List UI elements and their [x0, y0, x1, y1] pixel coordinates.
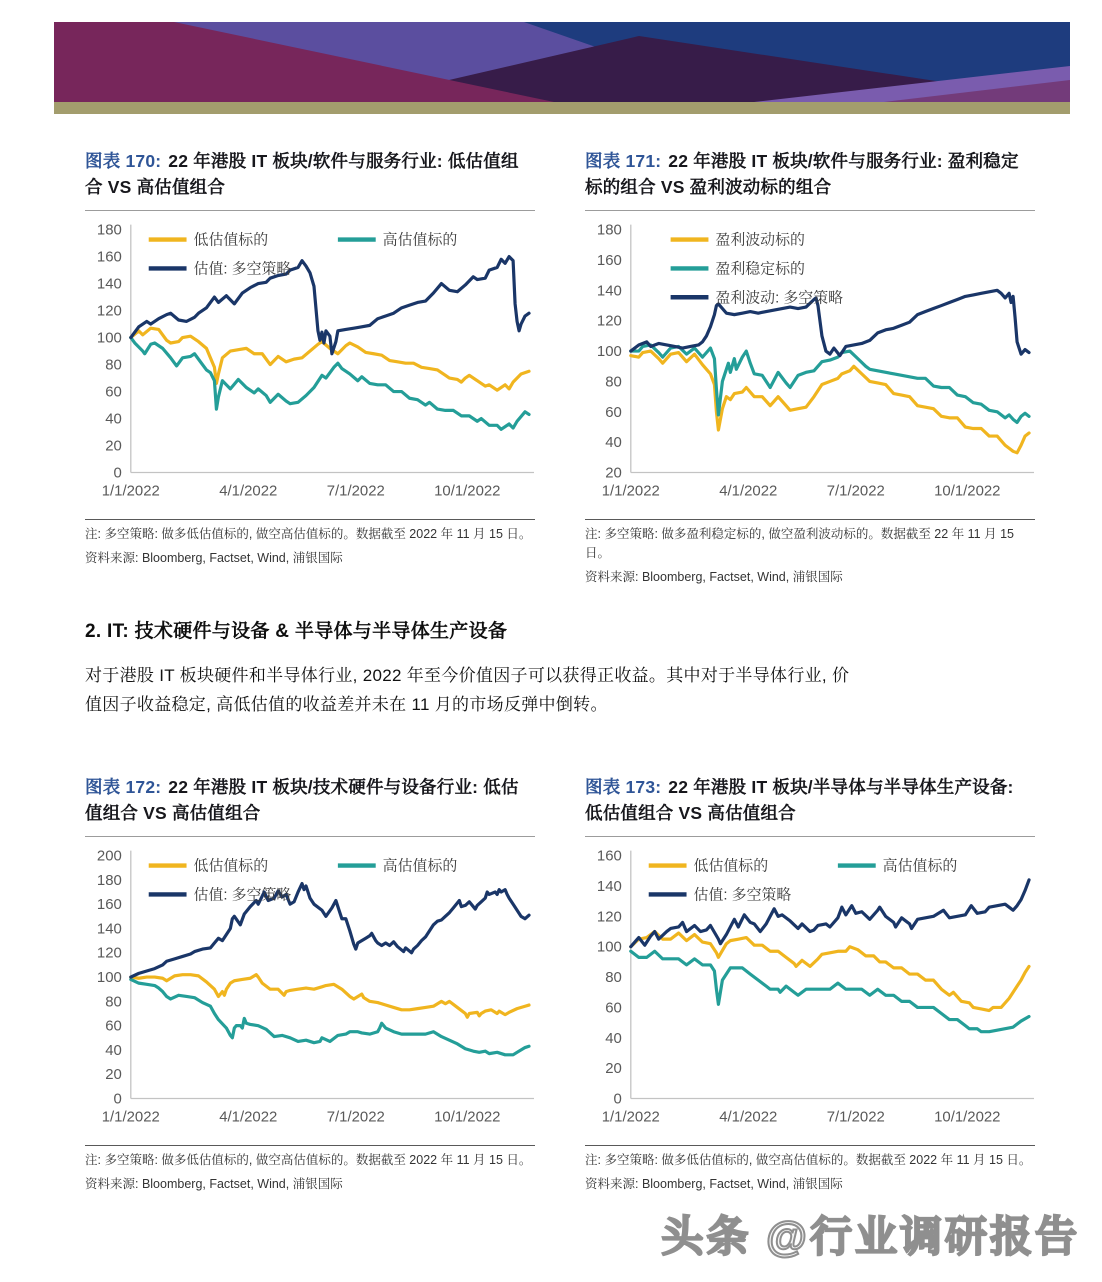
- svg-text:140: 140: [596, 281, 622, 299]
- page-body: [0, 148, 1102, 1194]
- svg-text:高估值标的: 高估值标的: [382, 231, 458, 249]
- figure-171: [585, 148, 1035, 588]
- svg-text:100: 100: [596, 342, 622, 360]
- svg-text:10/1/2022: 10/1/2022: [434, 481, 501, 499]
- svg-text:4/1/2022: 4/1/2022: [219, 1108, 278, 1126]
- svg-text:7/1/2022: 7/1/2022: [826, 481, 885, 499]
- figure-173-chart: [585, 843, 1035, 1139]
- figure-173-note: 注: 多空策略: 做多低估值标的, 做空高估值标的。数据截至 2022 年 11 月 15 日。: [585, 1152, 1032, 1167]
- svg-text:估值: 多空策略: 估值: 多空策略: [193, 259, 292, 277]
- svg-text:40: 40: [105, 410, 122, 428]
- svg-text:20: 20: [605, 1059, 622, 1077]
- header-banner: [0, 0, 1102, 114]
- svg-text:20: 20: [105, 437, 122, 455]
- svg-text:10/1/2022: 10/1/2022: [434, 1108, 501, 1126]
- figure-170-title: [85, 148, 535, 201]
- figure-170-note: 注: 多空策略: 做多低估值标的, 做空高估值标的。数据截至 2022 年 11 月 15 日。: [85, 526, 532, 541]
- svg-text:20: 20: [605, 464, 622, 481]
- svg-text:40: 40: [105, 1041, 122, 1059]
- svg-text:120: 120: [596, 312, 622, 330]
- svg-text:1/1/2022: 1/1/2022: [101, 1108, 160, 1126]
- note-divider: [585, 1145, 1035, 1146]
- svg-text:140: 140: [596, 877, 622, 895]
- figure-173-label: 图表 173:: [585, 777, 662, 798]
- watermark-text: 头条 @行业调研报告: [661, 1213, 1080, 1260]
- svg-text:40: 40: [605, 1029, 622, 1047]
- svg-text:160: 160: [96, 895, 122, 913]
- svg-text:7/1/2022: 7/1/2022: [826, 1108, 885, 1126]
- line-chart-canvas-171: [585, 217, 1035, 513]
- figure-172-label: 图表 172:: [85, 777, 162, 798]
- svg-text:0: 0: [613, 1090, 622, 1108]
- svg-text:高估值标的: 高估值标的: [882, 857, 958, 875]
- figure-171-title-text: 22 年港股 IT 板块/软件与服务行业: 盈利稳定标的组合 VS 盈利波动标的组合: [585, 151, 1019, 198]
- svg-text:180: 180: [596, 221, 622, 239]
- svg-text:7/1/2022: 7/1/2022: [326, 1108, 385, 1126]
- svg-text:60: 60: [605, 999, 622, 1017]
- figure-170-chart: [85, 217, 535, 513]
- svg-text:180: 180: [96, 221, 122, 239]
- title-divider: [85, 210, 535, 211]
- svg-text:60: 60: [105, 383, 122, 401]
- line-chart-canvas-173: [585, 843, 1035, 1139]
- svg-text:0: 0: [113, 1090, 122, 1108]
- figure-173-title: [585, 774, 1035, 827]
- svg-text:120: 120: [596, 907, 622, 925]
- svg-text:7/1/2022: 7/1/2022: [326, 481, 385, 499]
- svg-text:1/1/2022: 1/1/2022: [601, 481, 660, 499]
- title-divider: [585, 210, 1035, 211]
- svg-text:1/1/2022: 1/1/2022: [101, 481, 160, 499]
- charts-row-bottom: [85, 774, 1070, 1194]
- svg-text:160: 160: [596, 251, 622, 269]
- figure-171-title: [585, 148, 1035, 201]
- svg-text:10/1/2022: 10/1/2022: [934, 481, 1001, 499]
- figure-173-title-text: 22 年港股 IT 板块/半导体与半导体生产设备: 低估值组合 VS 高估值组合: [585, 777, 1014, 824]
- svg-text:低估值标的: 低估值标的: [193, 857, 269, 875]
- svg-text:0: 0: [113, 464, 122, 481]
- figure-172: [85, 774, 535, 1194]
- svg-text:4/1/2022: 4/1/2022: [719, 1108, 778, 1126]
- figure-172-note: 注: 多空策略: 做多低估值标的, 做空高估值标的。数据截至 2022 年 11 月 15 日。: [85, 1152, 532, 1167]
- svg-text:80: 80: [605, 372, 622, 390]
- svg-text:140: 140: [96, 920, 122, 938]
- svg-text:100: 100: [96, 968, 122, 986]
- svg-text:80: 80: [605, 968, 622, 986]
- title-divider: [585, 836, 1035, 837]
- svg-text:140: 140: [96, 275, 122, 293]
- svg-text:40: 40: [605, 433, 622, 451]
- figure-171-label: 图表 171:: [585, 151, 662, 171]
- svg-text:80: 80: [105, 992, 122, 1010]
- note-divider: [85, 519, 535, 520]
- line-chart-canvas-170: [85, 217, 535, 513]
- svg-text:低估值标的: 低估值标的: [193, 231, 269, 249]
- figure-170-title-text: 22 年港股 IT 板块/软件与服务行业: 低估值组合 VS 高估值组合: [85, 151, 519, 198]
- body-paragraph: 对于港股 IT 板块硬件和半导体行业, 2022 年至今价值因子可以获得正收益。其中对于半导体行业, 价值因子收益稳定, 高低估值的收益差并未在 11 月的市场反弹中倒转。: [85, 665, 850, 715]
- svg-text:高估值标的: 高估值标的: [382, 857, 458, 875]
- figure-171-source: 资料来源: Bloomberg, Factset, Wind, 浦银国际: [585, 570, 843, 585]
- charts-row-top: [85, 148, 1070, 588]
- svg-text:盈利波动: 多空策略: 盈利波动: 多空策略: [715, 288, 844, 306]
- svg-text:估值: 多空策略: 估值: 多空策略: [693, 886, 792, 904]
- svg-text:4/1/2022: 4/1/2022: [719, 481, 778, 499]
- figure-173: [585, 774, 1035, 1194]
- figure-172-title-text: 22 年港股 IT 板块/技术硬件与设备行业: 低估值组合 VS 高估值组合: [85, 777, 519, 824]
- svg-text:60: 60: [105, 1017, 122, 1035]
- figure-170: [85, 148, 535, 588]
- svg-text:1/1/2022: 1/1/2022: [601, 1108, 660, 1126]
- figure-172-source: 资料来源: Bloomberg, Factset, Wind, 浦银国际: [85, 1177, 343, 1191]
- note-divider: [585, 519, 1035, 520]
- svg-text:160: 160: [96, 248, 122, 266]
- banner-graphic-icon: [54, 22, 1070, 114]
- svg-text:估值: 多空策略: 估值: 多空策略: [193, 886, 292, 904]
- section-heading: 2. IT: 技术硬件与设备 & 半导体与半导体生产设备: [85, 620, 508, 642]
- figure-173-source: 资料来源: Bloomberg, Factset, Wind, 浦银国际: [585, 1177, 843, 1191]
- svg-text:160: 160: [596, 847, 622, 865]
- figure-170-label: 图表 170:: [85, 151, 162, 171]
- svg-text:120: 120: [96, 302, 122, 320]
- svg-text:盈利波动标的: 盈利波动标的: [715, 231, 805, 249]
- figure-170-source: 资料来源: Bloomberg, Factset, Wind, 浦银国际: [85, 550, 343, 565]
- line-chart-canvas-172: [85, 843, 535, 1139]
- svg-text:180: 180: [96, 871, 122, 889]
- svg-text:20: 20: [105, 1065, 122, 1083]
- title-divider: [85, 836, 535, 837]
- figure-171-chart: [585, 217, 1035, 513]
- svg-text:100: 100: [596, 938, 622, 956]
- svg-text:4/1/2022: 4/1/2022: [219, 481, 278, 499]
- svg-text:盈利稳定标的: 盈利稳定标的: [715, 259, 805, 277]
- figure-172-title: [85, 774, 535, 827]
- svg-text:100: 100: [96, 329, 122, 347]
- svg-text:120: 120: [96, 944, 122, 962]
- svg-text:低估值标的: 低估值标的: [693, 857, 769, 875]
- figure-172-chart: [85, 843, 535, 1139]
- figure-171-note: 注: 多空策略: 做多盈利稳定标的, 做空盈利波动标的。数据截至 22 年 11 月 15 日。: [585, 526, 1014, 560]
- svg-text:200: 200: [96, 847, 122, 865]
- svg-text:60: 60: [605, 403, 622, 421]
- svg-text:10/1/2022: 10/1/2022: [934, 1108, 1001, 1126]
- svg-text:80: 80: [105, 356, 122, 374]
- note-divider: [85, 1145, 535, 1146]
